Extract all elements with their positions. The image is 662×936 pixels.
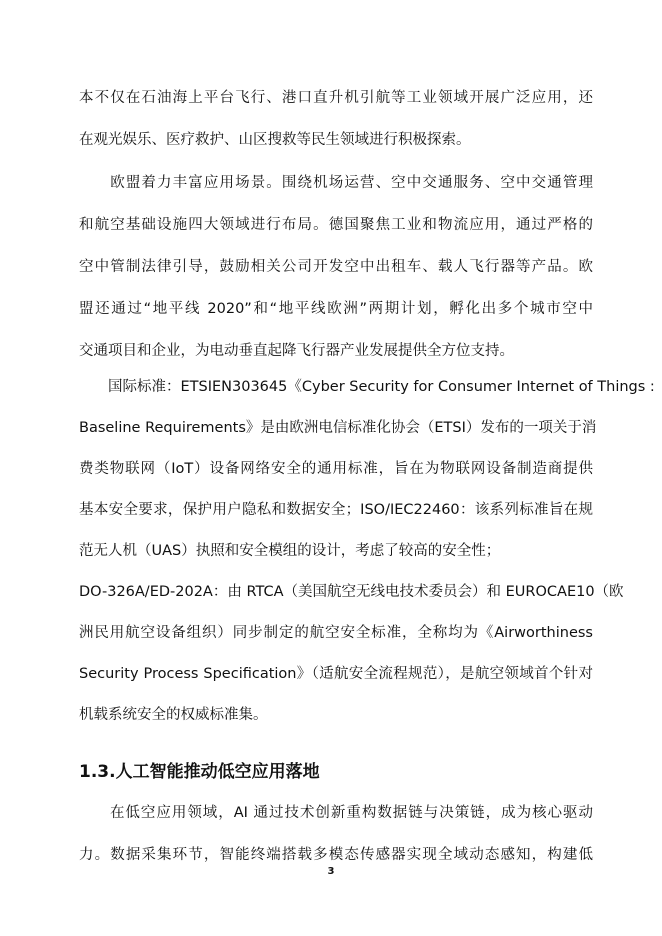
paragraph-line: 盟还通过“地平线 2020”和“地平线欧洲”两期计划，孵化出多个城市空中 bbox=[79, 301, 593, 317]
page-number: 3 bbox=[327, 866, 335, 877]
paragraph-line: Baseline Requirements》是由欧洲电信标准化协会（ETSI）发布的一项关于消 bbox=[79, 420, 597, 436]
paragraph-line: 国际标准：ETSIEN303645《Cyber Security for Consumer Internet of Things : bbox=[79, 379, 655, 395]
section-heading: 1.3.人工智能推动低空应用落地 bbox=[79, 762, 320, 782]
paragraph-line: DO-326A/ED-202A：由 RTCA（美国航空无线电技术委员会）和 EUROCAE10（欧 bbox=[79, 584, 624, 600]
paragraph-line: 空中管制法律引导，鼓励相关公司开发空中出租车、载人飞行器等产品。欧 bbox=[79, 259, 593, 275]
paragraph-line: 洲民用航空设备组织）同步制定的航空安全标准，全称均为《Airworthiness bbox=[79, 625, 593, 641]
paragraph-line: Security Process Specification》（适航安全流程规范），是航空领域首个针对 bbox=[79, 666, 593, 682]
paragraph-line: 欧盟着力丰富应用场景。围绕机场运营、空中交通服务、空中交通管理 bbox=[79, 175, 593, 191]
paragraph-line: 基本安全要求，保护用户隐私和数据安全；ISO/IEC22460：该系列标准旨在规 bbox=[79, 502, 593, 518]
paragraph-line: 费类物联网（IoT）设备网络安全的通用标准，旨在为物联网设备制造商提供 bbox=[79, 461, 593, 477]
paragraph-line: 在观光娱乐、医疗救护、山区搜救等民生领域进行积极探索。 bbox=[79, 132, 471, 148]
paragraph-line: 和航空基础设施四大领域进行布局。德国聚焦工业和物流应用，通过严格的 bbox=[79, 217, 593, 233]
paragraph-line: 交通项目和企业，为电动垂直起降飞行器产业发展提供全方位支持。 bbox=[79, 343, 514, 359]
paragraph-line: 范无人机（UAS）执照和安全模组的设计，考虑了较高的安全性； bbox=[79, 543, 501, 559]
paragraph-line: 机载系统安全的权威标准集。 bbox=[79, 707, 268, 723]
paragraph-line: 力。数据采集环节，智能终端搭载多模态传感器实现全域动态感知，构建低 bbox=[79, 847, 593, 863]
paragraph-line: 在低空应用领域，AI 通过技术创新重构数据链与决策链，成为核心驱动 bbox=[79, 805, 593, 821]
paragraph-line: 本不仅在石油海上平台飞行、港口直升机引航等工业领域开展广泛应用，还 bbox=[79, 90, 593, 106]
